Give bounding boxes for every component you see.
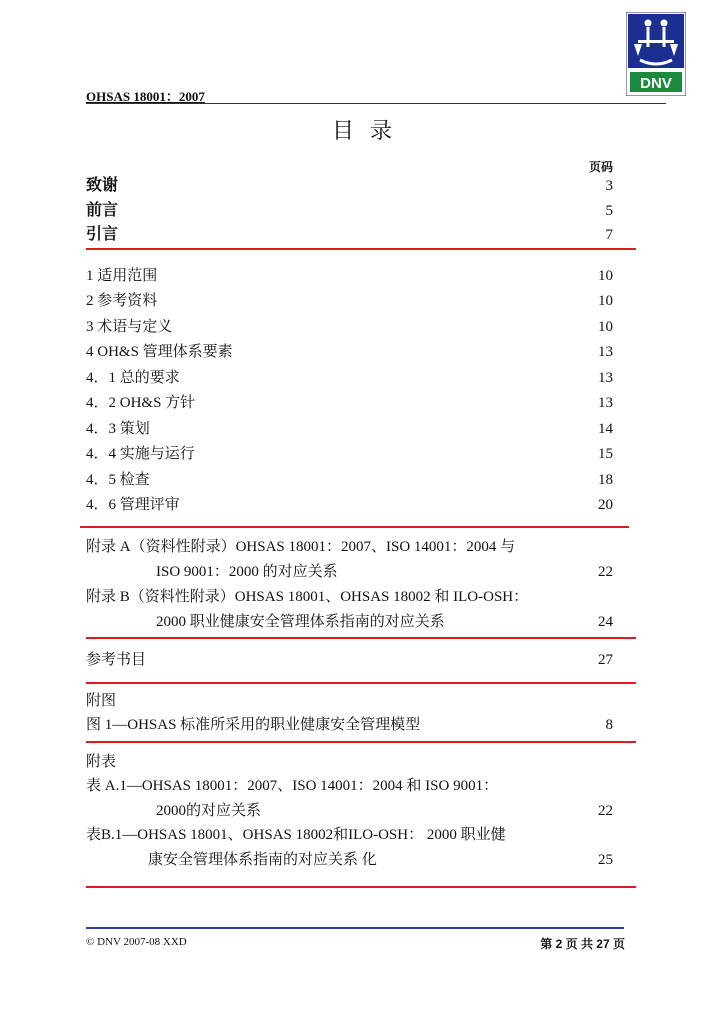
toc-row[interactable] [86, 714, 613, 736]
section-divider [86, 886, 636, 888]
section-divider [86, 682, 636, 684]
toc-page: 5 [605, 203, 613, 219]
toc-page: 27 [598, 652, 613, 668]
toc-row[interactable] [86, 649, 613, 671]
toc-text: 1 适用范围 [86, 268, 158, 284]
toc-page: 13 [598, 370, 613, 386]
toc-page: 18 [598, 472, 613, 488]
toc-page: 22 [598, 564, 613, 580]
toc-text: 前言 [86, 202, 119, 219]
header-rule [86, 103, 666, 104]
page-number-label: 页码 [588, 160, 613, 174]
toc-text: 图 1—OHSAS 标准所采用的职业健康安全管理模型 [86, 717, 421, 733]
toc-row[interactable] [86, 849, 613, 871]
toc-text: 4．6 管理评审 [86, 497, 180, 513]
toc-row[interactable] [86, 392, 613, 414]
toc-text: 附图 [86, 693, 117, 709]
toc-row[interactable] [86, 290, 613, 312]
toc-row[interactable] [86, 316, 613, 338]
logo-text: DNV [640, 75, 672, 92]
toc-row[interactable] [86, 443, 613, 465]
toc-text: 康安全管理体系指南的对应关系 化 [148, 852, 377, 868]
toc-page: 8 [605, 717, 613, 733]
toc-page: 10 [598, 268, 613, 284]
toc-page: 14 [598, 421, 613, 437]
toc-heading [86, 690, 613, 712]
toc-row[interactable] [86, 418, 613, 440]
toc-text: 表B.1—OHSAS 18001、OHSAS 18002和ILO-OSH： 2000 职业健 [86, 827, 506, 843]
toc-text: 4．3 策划 [86, 421, 150, 437]
toc-page: 10 [598, 293, 613, 309]
footer-page-info: 第 2 页 共 27 页 [540, 937, 625, 951]
section-divider [86, 741, 636, 743]
page-title: 目录 [331, 118, 408, 143]
toc-text: 2 参考资料 [86, 293, 158, 309]
toc-text: 附录 A（资料性附录）OHSAS 18001：2007、ISO 14001：2004 与 [86, 539, 516, 555]
dnv-logo [626, 12, 686, 96]
toc-row[interactable] [86, 367, 613, 389]
section-divider [86, 637, 636, 639]
toc-row[interactable] [86, 200, 613, 222]
toc-text: 2000的对应关系 [156, 803, 262, 819]
toc-text: 3 术语与定义 [86, 319, 173, 335]
toc-page: 10 [598, 319, 613, 335]
toc-text: 致谢 [86, 177, 119, 194]
toc-text: 附表 [86, 754, 117, 770]
toc-text: 4．2 OH&S 方针 [86, 395, 196, 411]
section-divider [86, 248, 636, 250]
toc-row[interactable] [86, 561, 613, 583]
toc-text: 参考书目 [86, 652, 147, 668]
toc-page: 22 [598, 803, 613, 819]
toc-page: 7 [605, 227, 613, 243]
toc-row[interactable] [86, 469, 613, 491]
toc-text: 2000 职业健康安全管理体系指南的对应关系 [156, 614, 445, 630]
footer-copyright: © DNV 2007-08 XXD [86, 936, 187, 948]
toc-page: 13 [598, 395, 613, 411]
toc-text: 附录 B（资料性附录）OHSAS 18001、OHSAS 18002 和 ILO-OSH： [86, 589, 529, 605]
toc-row[interactable] [86, 800, 613, 822]
toc-row[interactable] [86, 224, 613, 246]
toc-text: 4 OH&S 管理体系要素 [86, 344, 233, 360]
toc-row[interactable] [86, 494, 613, 516]
toc-row[interactable] [86, 611, 613, 633]
toc-row[interactable] [86, 536, 613, 558]
toc-page: 20 [598, 497, 613, 513]
section-divider [80, 526, 629, 528]
toc-page: 15 [598, 446, 613, 462]
toc-page: 13 [598, 344, 613, 360]
toc-page: 3 [605, 178, 613, 194]
toc-text: 4．4 实施与运行 [86, 446, 195, 462]
toc-text: ISO 9001：2000 的对应关系 [156, 564, 338, 580]
toc-page: 25 [598, 852, 613, 868]
toc-row[interactable] [86, 586, 613, 608]
toc-text: 4．1 总的要求 [86, 370, 180, 386]
toc-text: 引言 [86, 226, 119, 243]
toc-row[interactable] [86, 824, 613, 846]
footer-rule [86, 927, 624, 929]
toc-heading [86, 751, 613, 773]
toc-page: 24 [598, 614, 613, 630]
toc-row[interactable] [86, 265, 613, 287]
toc-row[interactable] [86, 341, 613, 363]
toc-row[interactable] [86, 175, 613, 197]
toc-text: 表 A.1—OHSAS 18001：2007、ISO 14001：2004 和 ISO 9001： [86, 778, 499, 794]
toc-text: 4．5 检查 [86, 472, 150, 488]
toc-row[interactable] [86, 775, 613, 797]
doc-code: OHSAS 18001：2007 [86, 89, 205, 104]
